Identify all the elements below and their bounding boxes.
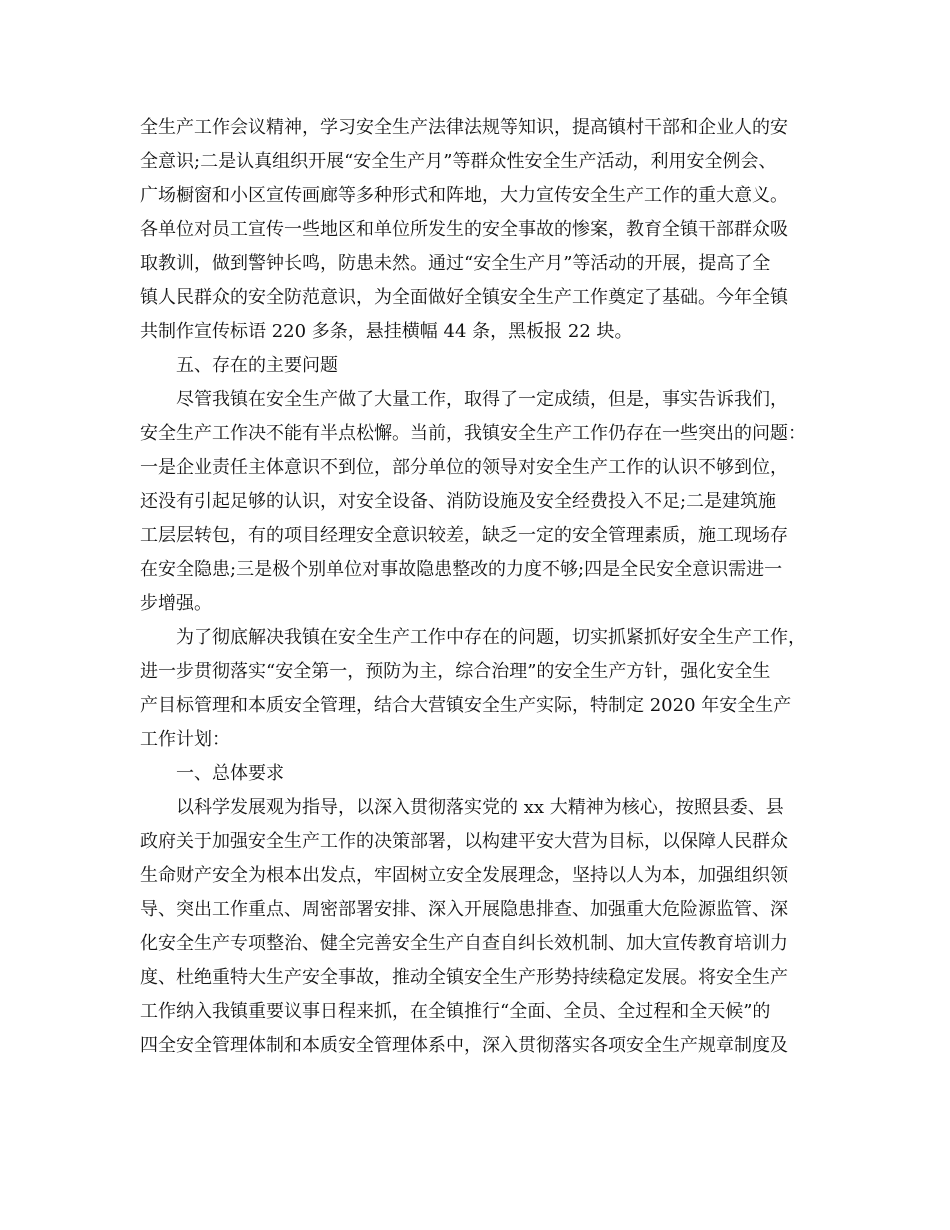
- text-line: 工层层转包，有的项目经理安全意识较差，缺乏一定的安全管理素质，施工现场存: [140, 525, 788, 546]
- text-line: 以科学发展观为指导，以深入贯彻落实党的 xx 大精神为核心，按照县委、县: [176, 797, 784, 818]
- text-line: 广场橱窗和小区宣传画廊等多种形式和阵地，大力宣传安全生产工作的重大意义。: [140, 185, 788, 206]
- text-line: 镇人民群众的安全防范意识，为全面做好全镇安全生产工作奠定了基础。今年全镇: [140, 287, 788, 308]
- text-line: 生命财产安全为根本出发点，牢固树立安全发展理念，坚持以人为本，加强组织领: [140, 865, 788, 886]
- text-line: 取教训，做到警钟长鸣，防患未然。通过“安全生产月”等活动的开展，提高了全: [140, 253, 771, 274]
- text-line: 进一步贯彻落实“安全第一，预防为主，综合治理”的安全生产方针，强化安全生: [140, 661, 771, 682]
- text-line: 为了彻底解决我镇在安全生产工作中存在的问题，切实抓紧抓好安全生产工作，: [176, 627, 806, 648]
- text-line: 全生产工作会议精神，学习安全生产法律法规等知识，提高镇村干部和企业人的安: [140, 117, 788, 138]
- text-line: 各单位对员工宣传一些地区和单位所发生的安全事故的惨案，教育全镇干部群众吸: [140, 219, 788, 240]
- text-line: 产目标管理和本质安全管理，结合大营镇安全生产实际，特制定 2020 年安全生产: [140, 695, 792, 716]
- text-line: 工作纳入我镇重要议事日程来抓，在全镇推行“全面、全员、全过程和全天候”的: [140, 1001, 771, 1022]
- text-line: 在安全隐患;三是极个别单位对事故隐患整改的力度不够;四是全民安全意识需进一: [140, 559, 783, 580]
- text-line: 化安全生产专项整治、健全完善安全生产自查自纠长效机制、加大宣传教育培训力: [140, 933, 788, 954]
- text-line: 步增强。: [140, 593, 212, 614]
- text-line: 还没有引起足够的认识，对安全设备、消防设施及安全经费投入不足;二是建筑施: [140, 491, 777, 512]
- section-heading: 五、存在的主要问题: [176, 355, 338, 376]
- text-line: 工作计划：: [140, 729, 230, 750]
- section-heading: 一、总体要求: [176, 763, 284, 784]
- text-line: 尽管我镇在安全生产做了大量工作，取得了一定成绩，但是，事实告诉我们，: [176, 389, 788, 410]
- document-body: [140, 111, 815, 1063]
- text-line: 四全安全管理体制和本质安全管理体系中，深入贯彻落实各项安全生产规章制度及: [140, 1035, 788, 1056]
- text-line: 共制作宣传标语 220 多条，悬挂横幅 44 条，黑板报 22 块。: [140, 321, 633, 342]
- text-line: 全意识;二是认真组织开展“安全生产月”等群众性安全生产活动，利用安全例会、: [140, 151, 777, 172]
- text-line: 安全生产工作决不能有半点松懈。当前，我镇安全生产工作仍存在一些突出的问题：: [140, 423, 806, 444]
- text-line: 导、突出工作重点、周密部署安排、深入开展隐患排查、加强重大危险源监管、深: [140, 899, 788, 920]
- text-line: 政府关于加强安全生产工作的决策部署，以构建平安大营为目标，以保障人民群众: [140, 831, 788, 852]
- text-line: 度、杜绝重特大生产安全事故，推动全镇安全生产形势持续稳定发展。将安全生产: [140, 967, 788, 988]
- text-line: 一是企业责任主体意识不到位，部分单位的领导对安全生产工作的认识不够到位，: [140, 457, 788, 478]
